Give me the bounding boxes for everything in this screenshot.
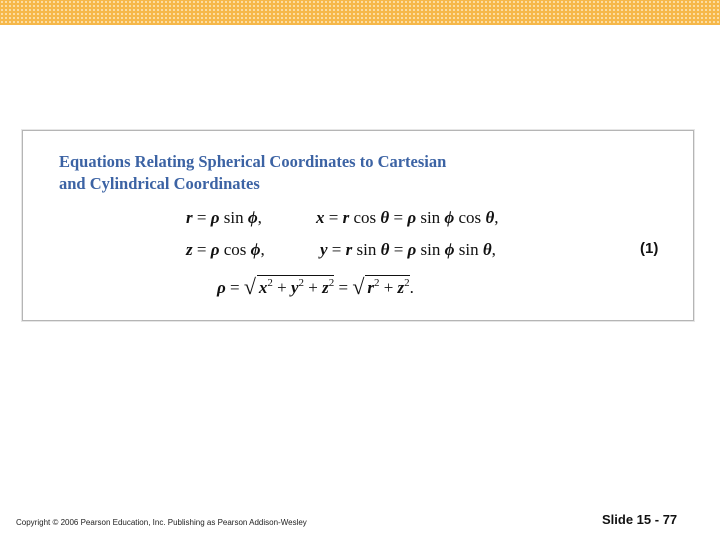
equation-r-spherical: r = ρ sin ϕ, bbox=[186, 208, 262, 227]
box-title-line-1: Equations Relating Spherical Coordinates to Cartesian bbox=[59, 152, 447, 171]
box-title-line-2: and Cylindrical Coordinates bbox=[59, 174, 260, 193]
top-banner bbox=[0, 0, 720, 25]
equation-number: (1) bbox=[640, 240, 659, 257]
slide-number: Slide 15 - 77 bbox=[602, 512, 678, 527]
equation-z-spherical: z = ρ cos ϕ, bbox=[186, 240, 265, 259]
equation-y-spherical: y = r sin θ = ρ sin ϕ sin θ, bbox=[320, 240, 496, 259]
equations-box bbox=[22, 130, 694, 321]
copyright-text: Copyright © 2006 Pearson Education, Inc. Publishing as Pearson Addison-Wesley bbox=[16, 518, 307, 527]
box-title bbox=[59, 151, 446, 195]
equation-x-spherical: x = r cos θ = ρ sin ϕ cos θ, bbox=[316, 208, 499, 227]
equation-rho: ρ = √ $x^2 + y^2 + z^2$ = √ $r^2 + z^2$. bbox=[217, 274, 414, 299]
